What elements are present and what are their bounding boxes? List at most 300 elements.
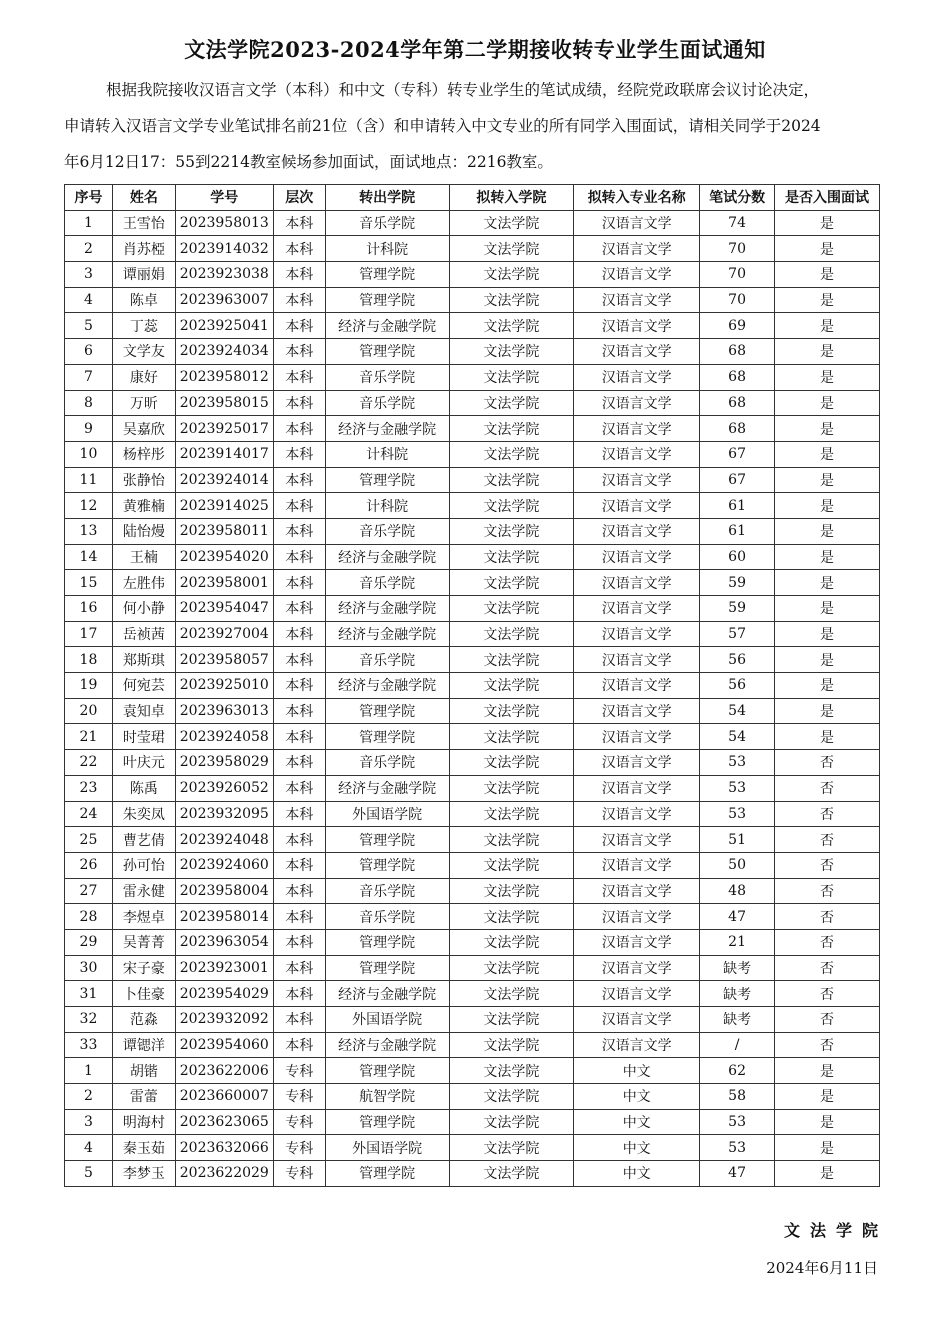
cell-seq: 31 <box>65 981 113 1007</box>
cell-level: 本科 <box>273 262 325 288</box>
cell-seq: 6 <box>65 339 113 365</box>
cell-seq: 8 <box>65 390 113 416</box>
cell-student-id: 2023914025 <box>175 493 273 519</box>
column-header-level: 层次 <box>273 185 325 211</box>
table-body <box>65 210 880 1186</box>
cell-student-id: 2023954047 <box>175 596 273 622</box>
interview-list-table <box>64 184 880 1187</box>
cell-level: 专科 <box>273 1161 325 1187</box>
cell-interview-status: 是 <box>775 441 880 467</box>
cell-from-college: 航智学院 <box>325 1084 449 1110</box>
cell-interview-status: 是 <box>775 544 880 570</box>
cell-seq: 1 <box>65 210 113 236</box>
cell-to-major: 汉语言文学 <box>574 955 700 981</box>
cell-student-id: 2023958015 <box>175 390 273 416</box>
cell-to-college: 文法学院 <box>449 313 574 339</box>
cell-student-id: 2023623065 <box>175 1109 273 1135</box>
cell-from-college: 经济与金融学院 <box>325 981 449 1007</box>
cell-level: 本科 <box>273 981 325 1007</box>
cell-name: 何宛芸 <box>112 673 175 699</box>
cell-to-major: 汉语言文学 <box>574 981 700 1007</box>
cell-seq: 1 <box>65 1058 113 1084</box>
cell-level: 本科 <box>273 210 325 236</box>
table-row <box>65 1109 880 1135</box>
cell-level: 专科 <box>273 1109 325 1135</box>
cell-name: 秦玉茹 <box>112 1135 175 1161</box>
cell-student-id: 2023954060 <box>175 1032 273 1058</box>
cell-to-college: 文法学院 <box>449 775 574 801</box>
cell-from-college: 经济与金融学院 <box>325 1032 449 1058</box>
cell-level: 本科 <box>273 750 325 776</box>
cell-exam-score: 54 <box>700 698 775 724</box>
cell-interview-status: 是 <box>775 339 880 365</box>
cell-level: 本科 <box>273 339 325 365</box>
cell-student-id: 2023925017 <box>175 416 273 442</box>
cell-to-college: 文法学院 <box>449 750 574 776</box>
cell-level: 本科 <box>273 390 325 416</box>
table-row <box>65 518 880 544</box>
cell-exam-score: 70 <box>700 287 775 313</box>
table-row <box>65 364 880 390</box>
table-row <box>65 955 880 981</box>
cell-from-college: 管理学院 <box>325 1058 449 1084</box>
cell-interview-status: 否 <box>775 750 880 776</box>
paragraph-line: 年6月12日17：55到2214教室候场参加面试，面试地点：2216教室。 <box>64 153 553 171</box>
cell-level: 本科 <box>273 544 325 570</box>
cell-seq: 23 <box>65 775 113 801</box>
cell-to-college: 文法学院 <box>449 621 574 647</box>
cell-to-major: 汉语言文学 <box>574 313 700 339</box>
cell-exam-score: 68 <box>700 390 775 416</box>
cell-to-college: 文法学院 <box>449 904 574 930</box>
cell-from-college: 外国语学院 <box>325 801 449 827</box>
cell-seq: 19 <box>65 673 113 699</box>
cell-level: 本科 <box>273 364 325 390</box>
cell-seq: 10 <box>65 441 113 467</box>
cell-student-id: 2023954029 <box>175 981 273 1007</box>
cell-from-college: 管理学院 <box>325 287 449 313</box>
cell-seq: 5 <box>65 1161 113 1187</box>
cell-interview-status: 否 <box>775 955 880 981</box>
cell-exam-score: 60 <box>700 544 775 570</box>
cell-student-id: 2023958029 <box>175 750 273 776</box>
cell-to-major: 汉语言文学 <box>574 364 700 390</box>
cell-exam-score: 70 <box>700 262 775 288</box>
cell-seq: 12 <box>65 493 113 519</box>
cell-exam-score: 51 <box>700 827 775 853</box>
cell-exam-score: 68 <box>700 339 775 365</box>
cell-student-id: 2023932092 <box>175 1007 273 1033</box>
cell-from-college: 经济与金融学院 <box>325 596 449 622</box>
table-row <box>65 1135 880 1161</box>
cell-exam-score: 69 <box>700 313 775 339</box>
table-row <box>65 544 880 570</box>
document-title: 文法学院2023-2024学年第二学期接收转专业学生面试通知 <box>184 37 766 62</box>
cell-to-college: 文法学院 <box>449 1109 574 1135</box>
table-row <box>65 929 880 955</box>
signature-date: 2024年6月11日 <box>766 1259 878 1277</box>
cell-seq: 20 <box>65 698 113 724</box>
cell-name: 万昕 <box>112 390 175 416</box>
cell-interview-status: 否 <box>775 1032 880 1058</box>
cell-exam-score: 50 <box>700 852 775 878</box>
cell-name: 吴嘉欣 <box>112 416 175 442</box>
cell-from-college: 计科院 <box>325 236 449 262</box>
cell-student-id: 2023926052 <box>175 775 273 801</box>
cell-student-id: 2023927004 <box>175 621 273 647</box>
table-row <box>65 904 880 930</box>
cell-interview-status: 是 <box>775 1161 880 1187</box>
cell-to-college: 文法学院 <box>449 544 574 570</box>
cell-to-major: 汉语言文学 <box>574 827 700 853</box>
cell-exam-score: 59 <box>700 570 775 596</box>
table-row <box>65 441 880 467</box>
cell-exam-score: 56 <box>700 647 775 673</box>
cell-exam-score: 57 <box>700 621 775 647</box>
cell-seq: 15 <box>65 570 113 596</box>
cell-seq: 26 <box>65 852 113 878</box>
cell-seq: 33 <box>65 1032 113 1058</box>
cell-to-major: 汉语言文学 <box>574 750 700 776</box>
cell-from-college: 管理学院 <box>325 827 449 853</box>
cell-exam-score: 47 <box>700 904 775 930</box>
table-row <box>65 570 880 596</box>
cell-exam-score: 68 <box>700 416 775 442</box>
cell-name: 肖苏椏 <box>112 236 175 262</box>
table-row <box>65 1032 880 1058</box>
cell-interview-status: 是 <box>775 570 880 596</box>
cell-to-major: 汉语言文学 <box>574 467 700 493</box>
cell-interview-status: 是 <box>775 236 880 262</box>
cell-seq: 16 <box>65 596 113 622</box>
cell-level: 专科 <box>273 1135 325 1161</box>
cell-from-college: 管理学院 <box>325 467 449 493</box>
cell-student-id: 2023925041 <box>175 313 273 339</box>
cell-to-college: 文法学院 <box>449 467 574 493</box>
cell-name: 谭锶洋 <box>112 1032 175 1058</box>
cell-level: 本科 <box>273 801 325 827</box>
cell-name: 宋子豪 <box>112 955 175 981</box>
column-header-student-id: 学号 <box>175 185 273 211</box>
cell-from-college: 经济与金融学院 <box>325 621 449 647</box>
cell-name: 胡锴 <box>112 1058 175 1084</box>
cell-name: 陈禹 <box>112 775 175 801</box>
cell-to-major: 中文 <box>574 1161 700 1187</box>
cell-interview-status: 是 <box>775 724 880 750</box>
cell-interview-status: 是 <box>775 493 880 519</box>
cell-interview-status: 是 <box>775 467 880 493</box>
cell-name: 张静怡 <box>112 467 175 493</box>
cell-seq: 5 <box>65 313 113 339</box>
cell-to-major: 汉语言文学 <box>574 544 700 570</box>
cell-name: 谭丽娟 <box>112 262 175 288</box>
cell-student-id: 2023924060 <box>175 852 273 878</box>
cell-interview-status: 是 <box>775 647 880 673</box>
cell-from-college: 管理学院 <box>325 1161 449 1187</box>
cell-student-id: 2023958004 <box>175 878 273 904</box>
cell-exam-score: 53 <box>700 1109 775 1135</box>
cell-name: 岳祯茜 <box>112 621 175 647</box>
cell-to-college: 文法学院 <box>449 1135 574 1161</box>
cell-to-major: 汉语言文学 <box>574 904 700 930</box>
cell-to-college: 文法学院 <box>449 981 574 1007</box>
cell-interview-status: 否 <box>775 827 880 853</box>
table-row <box>65 647 880 673</box>
cell-to-college: 文法学院 <box>449 236 574 262</box>
cell-student-id: 2023958013 <box>175 210 273 236</box>
cell-student-id: 2023963013 <box>175 698 273 724</box>
cell-student-id: 2023632066 <box>175 1135 273 1161</box>
cell-from-college: 计科院 <box>325 441 449 467</box>
cell-name: 杨梓彤 <box>112 441 175 467</box>
cell-exam-score: 53 <box>700 801 775 827</box>
table-header-row <box>65 185 880 211</box>
cell-level: 本科 <box>273 441 325 467</box>
cell-level: 专科 <box>273 1058 325 1084</box>
cell-student-id: 2023924048 <box>175 827 273 853</box>
cell-level: 本科 <box>273 775 325 801</box>
cell-interview-status: 否 <box>775 981 880 1007</box>
cell-level: 本科 <box>273 878 325 904</box>
cell-to-college: 文法学院 <box>449 673 574 699</box>
cell-name: 王雪怡 <box>112 210 175 236</box>
cell-interview-status: 是 <box>775 210 880 236</box>
cell-exam-score: 58 <box>700 1084 775 1110</box>
cell-from-college: 管理学院 <box>325 724 449 750</box>
cell-seq: 2 <box>65 236 113 262</box>
cell-name: 雷永健 <box>112 878 175 904</box>
cell-seq: 4 <box>65 1135 113 1161</box>
cell-student-id: 2023925010 <box>175 673 273 699</box>
cell-seq: 21 <box>65 724 113 750</box>
cell-name: 李煜卓 <box>112 904 175 930</box>
cell-to-college: 文法学院 <box>449 1161 574 1187</box>
table-row <box>65 724 880 750</box>
cell-from-college: 音乐学院 <box>325 904 449 930</box>
cell-from-college: 管理学院 <box>325 1109 449 1135</box>
cell-name: 范淼 <box>112 1007 175 1033</box>
cell-to-major: 中文 <box>574 1058 700 1084</box>
cell-name: 袁知卓 <box>112 698 175 724</box>
cell-exam-score: 61 <box>700 493 775 519</box>
cell-to-major: 汉语言文学 <box>574 210 700 236</box>
cell-student-id: 2023660007 <box>175 1084 273 1110</box>
cell-interview-status: 是 <box>775 262 880 288</box>
cell-from-college: 外国语学院 <box>325 1007 449 1033</box>
cell-to-college: 文法学院 <box>449 570 574 596</box>
cell-exam-score: 53 <box>700 775 775 801</box>
cell-name: 李梦玉 <box>112 1161 175 1187</box>
cell-exam-score: 53 <box>700 1135 775 1161</box>
cell-interview-status: 是 <box>775 1109 880 1135</box>
cell-level: 本科 <box>273 852 325 878</box>
cell-from-college: 经济与金融学院 <box>325 673 449 699</box>
cell-interview-status: 否 <box>775 904 880 930</box>
cell-seq: 22 <box>65 750 113 776</box>
cell-student-id: 2023914032 <box>175 236 273 262</box>
cell-name: 朱奕凤 <box>112 801 175 827</box>
cell-level: 本科 <box>273 673 325 699</box>
table-row <box>65 493 880 519</box>
cell-to-college: 文法学院 <box>449 493 574 519</box>
column-header-to-major: 拟转入专业名称 <box>574 185 700 211</box>
cell-exam-score: 47 <box>700 1161 775 1187</box>
cell-level: 本科 <box>273 236 325 262</box>
cell-name: 雷蕾 <box>112 1084 175 1110</box>
cell-to-college: 文法学院 <box>449 852 574 878</box>
cell-to-major: 汉语言文学 <box>574 262 700 288</box>
cell-to-college: 文法学院 <box>449 1084 574 1110</box>
signature-organization: 文法学院 <box>783 1221 888 1240</box>
cell-interview-status: 是 <box>775 596 880 622</box>
cell-seq: 11 <box>65 467 113 493</box>
cell-to-college: 文法学院 <box>449 827 574 853</box>
notice-paragraph <box>64 72 882 180</box>
table-row <box>65 1058 880 1084</box>
paragraph-line: 申请转入汉语言文学专业笔试排名前21位（含）和申请转入中文专业的所有同学入围面试，请相关同学于2024 <box>64 117 821 135</box>
cell-from-college: 管理学院 <box>325 339 449 365</box>
cell-student-id: 2023924058 <box>175 724 273 750</box>
cell-level: 本科 <box>273 955 325 981</box>
cell-name: 明海村 <box>112 1109 175 1135</box>
cell-from-college: 音乐学院 <box>325 518 449 544</box>
cell-to-college: 文法学院 <box>449 364 574 390</box>
cell-level: 专科 <box>273 1084 325 1110</box>
cell-seq: 7 <box>65 364 113 390</box>
column-header-exam-score: 笔试分数 <box>700 185 775 211</box>
cell-seq: 4 <box>65 287 113 313</box>
cell-level: 本科 <box>273 493 325 519</box>
cell-to-college: 文法学院 <box>449 1007 574 1033</box>
cell-seq: 13 <box>65 518 113 544</box>
cell-name: 康好 <box>112 364 175 390</box>
cell-to-major: 汉语言文学 <box>574 878 700 904</box>
cell-seq: 24 <box>65 801 113 827</box>
table-row <box>65 236 880 262</box>
cell-seq: 27 <box>65 878 113 904</box>
table-row <box>65 981 880 1007</box>
cell-to-college: 文法学院 <box>449 390 574 416</box>
cell-from-college: 音乐学院 <box>325 878 449 904</box>
table-row <box>65 287 880 313</box>
cell-to-college: 文法学院 <box>449 698 574 724</box>
cell-to-major: 汉语言文学 <box>574 339 700 365</box>
cell-level: 本科 <box>273 287 325 313</box>
cell-seq: 2 <box>65 1084 113 1110</box>
cell-student-id: 2023958014 <box>175 904 273 930</box>
cell-interview-status: 是 <box>775 390 880 416</box>
cell-seq: 18 <box>65 647 113 673</box>
table-row <box>65 390 880 416</box>
cell-level: 本科 <box>273 827 325 853</box>
cell-from-college: 音乐学院 <box>325 647 449 673</box>
cell-exam-score: 74 <box>700 210 775 236</box>
cell-to-college: 文法学院 <box>449 262 574 288</box>
cell-to-major: 汉语言文学 <box>574 416 700 442</box>
cell-to-major: 中文 <box>574 1084 700 1110</box>
cell-name: 丁蕊 <box>112 313 175 339</box>
cell-to-college: 文法学院 <box>449 596 574 622</box>
cell-to-college: 文法学院 <box>449 929 574 955</box>
cell-from-college: 经济与金融学院 <box>325 544 449 570</box>
table-row <box>65 210 880 236</box>
cell-to-major: 汉语言文学 <box>574 698 700 724</box>
cell-interview-status: 是 <box>775 698 880 724</box>
cell-level: 本科 <box>273 313 325 339</box>
column-header-seq: 序号 <box>65 185 113 211</box>
cell-level: 本科 <box>273 929 325 955</box>
cell-exam-score: 59 <box>700 596 775 622</box>
cell-name: 曹艺倩 <box>112 827 175 853</box>
cell-interview-status: 是 <box>775 1135 880 1161</box>
cell-exam-score: 21 <box>700 929 775 955</box>
cell-level: 本科 <box>273 1032 325 1058</box>
cell-exam-score: 56 <box>700 673 775 699</box>
cell-to-college: 文法学院 <box>449 210 574 236</box>
table-row <box>65 801 880 827</box>
cell-exam-score: 缺考 <box>700 981 775 1007</box>
cell-from-college: 音乐学院 <box>325 210 449 236</box>
cell-student-id: 2023958001 <box>175 570 273 596</box>
cell-seq: 30 <box>65 955 113 981</box>
cell-to-college: 文法学院 <box>449 647 574 673</box>
cell-seq: 3 <box>65 262 113 288</box>
cell-level: 本科 <box>273 596 325 622</box>
cell-exam-score: 缺考 <box>700 955 775 981</box>
cell-to-college: 文法学院 <box>449 955 574 981</box>
cell-student-id: 2023923038 <box>175 262 273 288</box>
column-header-to-college: 拟转入学院 <box>449 185 574 211</box>
cell-student-id: 2023914017 <box>175 441 273 467</box>
table-row <box>65 698 880 724</box>
cell-to-college: 文法学院 <box>449 441 574 467</box>
cell-to-major: 汉语言文学 <box>574 647 700 673</box>
cell-from-college: 管理学院 <box>325 852 449 878</box>
cell-exam-score: 70 <box>700 236 775 262</box>
cell-from-college: 音乐学院 <box>325 750 449 776</box>
cell-exam-score: 48 <box>700 878 775 904</box>
cell-to-college: 文法学院 <box>449 287 574 313</box>
cell-interview-status: 否 <box>775 929 880 955</box>
table-row <box>65 1084 880 1110</box>
cell-interview-status: 是 <box>775 287 880 313</box>
cell-to-major: 汉语言文学 <box>574 621 700 647</box>
cell-to-college: 文法学院 <box>449 416 574 442</box>
table-row <box>65 467 880 493</box>
cell-to-college: 文法学院 <box>449 724 574 750</box>
table-row <box>65 339 880 365</box>
cell-interview-status: 否 <box>775 801 880 827</box>
cell-to-major: 汉语言文学 <box>574 929 700 955</box>
cell-name: 叶庆元 <box>112 750 175 776</box>
cell-to-major: 汉语言文学 <box>574 724 700 750</box>
cell-interview-status: 是 <box>775 518 880 544</box>
cell-name: 卜佳豪 <box>112 981 175 1007</box>
cell-student-id: 2023924034 <box>175 339 273 365</box>
table-row <box>65 262 880 288</box>
cell-to-college: 文法学院 <box>449 801 574 827</box>
cell-from-college: 计科院 <box>325 493 449 519</box>
cell-exam-score: 62 <box>700 1058 775 1084</box>
cell-name: 王楠 <box>112 544 175 570</box>
cell-from-college: 管理学院 <box>325 955 449 981</box>
cell-seq: 29 <box>65 929 113 955</box>
cell-level: 本科 <box>273 570 325 596</box>
cell-name: 陈卓 <box>112 287 175 313</box>
cell-level: 本科 <box>273 416 325 442</box>
cell-interview-status: 是 <box>775 1058 880 1084</box>
cell-exam-score: 67 <box>700 467 775 493</box>
